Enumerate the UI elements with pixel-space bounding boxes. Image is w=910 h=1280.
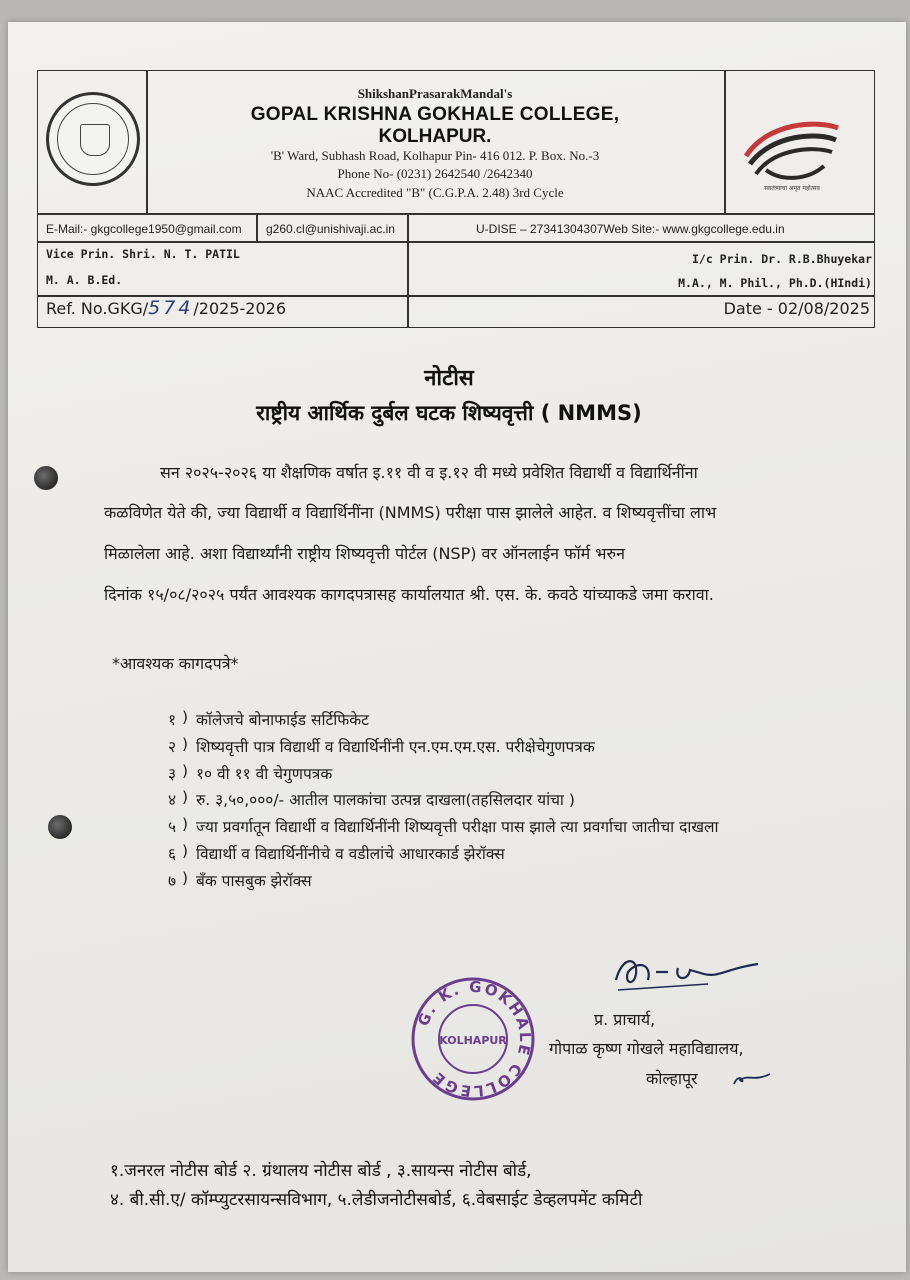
udise-website: U-DISE – 27341304307Web Site:- www.gkgcollege.edu.in bbox=[476, 222, 785, 236]
para-line: सन २०२५-२०२६ या शैक्षणिक वर्षात इ.११ वी व इ.१२ वी मध्ये प्रवेशित विद्यार्थी व विद्यार्थिनींना bbox=[160, 463, 698, 482]
divider bbox=[146, 70, 148, 214]
notice-title: नोटीस bbox=[424, 366, 474, 391]
signatory-college: गोपाळ कृष्ण गोखले महाविद्यालय, bbox=[549, 1039, 744, 1058]
college-stamp-icon bbox=[409, 975, 537, 1103]
society-name: ShikshanPrasarakMandal's bbox=[357, 86, 513, 101]
reference-number bbox=[46, 297, 286, 319]
punch-hole bbox=[34, 466, 58, 490]
email-gmail: E-Mail:- gkgcollege1950@gmail.com bbox=[46, 222, 242, 236]
list-item: ७ ) बँक पासबुक झेरॉक्स bbox=[167, 868, 312, 890]
initial-mark-icon bbox=[730, 1066, 774, 1090]
divider bbox=[37, 213, 875, 215]
notice-subject: राष्ट्रीय आर्थिक दुर्बल घटक शिष्यवृत्ती ( NMMS) bbox=[256, 401, 642, 425]
college-city: KOLHAPUR. bbox=[378, 126, 492, 147]
college-seal-icon bbox=[46, 92, 140, 186]
divider bbox=[724, 70, 726, 214]
vice-principal-degree: M. A. B.Ed. bbox=[46, 273, 123, 287]
ref-suffix: /2025-2026 bbox=[193, 299, 286, 318]
logo-caption: स्वातंत्र्याचा अमृत महोत्सव bbox=[764, 185, 820, 192]
list-item: ३ ) १० वी ११ वी चेगुणपत्रक bbox=[167, 761, 333, 783]
copy-to-line: ४. बी.सी.ए/ कॉम्प्युटरसायन्सविभाग, ५.लेडीजनोटीसबोर्ड, ६.वेबसाईट डेव्हलपमेंट कमिटी bbox=[110, 1190, 643, 1210]
email-university: g260.cl@unishivaji.ac.in bbox=[266, 222, 395, 236]
para-line: मिळालेला आहे. अशा विद्यार्थ्यांनी राष्ट्रीय शिष्यवृत्ती पोर्टल (NSP) वर ऑनलाईन फॉर्म भरुन bbox=[104, 544, 625, 563]
principal-degree: M.A., M. Phil., Ph.D.(HIndi) bbox=[678, 276, 872, 290]
para-line: दिनांक १५/०८/२०२५ पर्यंत आवश्यक कागदपत्रासह कार्यालयात श्री. एस. के. कवठे यांच्याकडे जमा करावा. bbox=[104, 585, 714, 604]
naac-accreditation: NAAC Accredited "B" (C.G.P.A. 2.48) 3rd Cycle bbox=[306, 185, 564, 200]
college-name: GOPAL KRISHNA GOKHALE COLLEGE, bbox=[250, 104, 620, 125]
para-line: कळविणेत येते की, ज्या विद्यार्थी व विद्यार्थिनींना (NMMS) परीक्षा पास झालेले आहेत. व शिष्यवृत्तींचा लाभ bbox=[104, 503, 717, 522]
ref-prefix: Ref. No.GKG/ bbox=[46, 299, 149, 318]
ref-handwritten-number: 574 bbox=[148, 297, 194, 319]
divider bbox=[256, 213, 258, 242]
list-item: ४ ) रु. ३,५०,०००/- आतील पालकांचा उत्पन्न दाखला(तहसिलदार यांचा ) bbox=[167, 788, 575, 810]
divider bbox=[37, 241, 875, 243]
vice-principal-name: Vice Prin. Shri. N. T. PATIL bbox=[46, 247, 240, 261]
college-address: 'B' Ward, Subhash Road, Kolhapur Pin- 416 012. P. Box. No.-3 bbox=[270, 148, 600, 163]
documents-list bbox=[136, 708, 719, 896]
stamp-ring-text: G. K. GOKHALE COLLEGE bbox=[414, 977, 535, 1101]
principal-name: I/c Prin. Dr. R.B.Bhuyekar bbox=[691, 252, 872, 266]
list-item: १ ) कॉलेजचे बोनाफाईड सर्टिफिकेट bbox=[167, 708, 369, 729]
principal-signature-icon bbox=[608, 950, 778, 1000]
documents-heading: *आवश्यक कागदपत्रे* bbox=[112, 654, 239, 673]
notice-date: Date - 02/08/2025 bbox=[723, 299, 870, 318]
signatory-city: कोल्हापूर bbox=[646, 1069, 698, 1088]
stamp-center-text: KOLHAPUR bbox=[439, 1034, 507, 1047]
divider bbox=[407, 213, 409, 327]
college-phone: Phone No- (0231) 2642540 /2642340 bbox=[337, 166, 533, 181]
list-item: ५ ) ज्या प्रवर्गातून विद्यार्थी व विद्यार्थिनींनी शिष्यवृत्ती परीक्षा पास झाले त्या प्रवर्गाचा जातीचा दाखला bbox=[167, 815, 719, 837]
list-item: २ ) शिष्यवृत्ती पात्र विद्यार्थी व विद्यार्थिनींनी एन.एम.एम.एस. परीक्षेचेगुणपत्रक bbox=[167, 734, 595, 756]
list-item: ६ ) विद्यार्थी व विद्यार्थिनींनीचे व वडीलांचे आधारकार्ड झेरॉक्स bbox=[167, 841, 505, 863]
copy-to-line: १.जनरल नोटीस बोर्ड २. ग्रंथालय नोटीस बोर्ड , ३.सायन्स नोटीस बोर्ड, bbox=[110, 1161, 532, 1181]
signatory-designation: प्र. प्राचार्य, bbox=[594, 1010, 656, 1029]
amrit-mahotsav-logo-icon bbox=[738, 112, 848, 194]
punch-hole bbox=[48, 815, 72, 839]
